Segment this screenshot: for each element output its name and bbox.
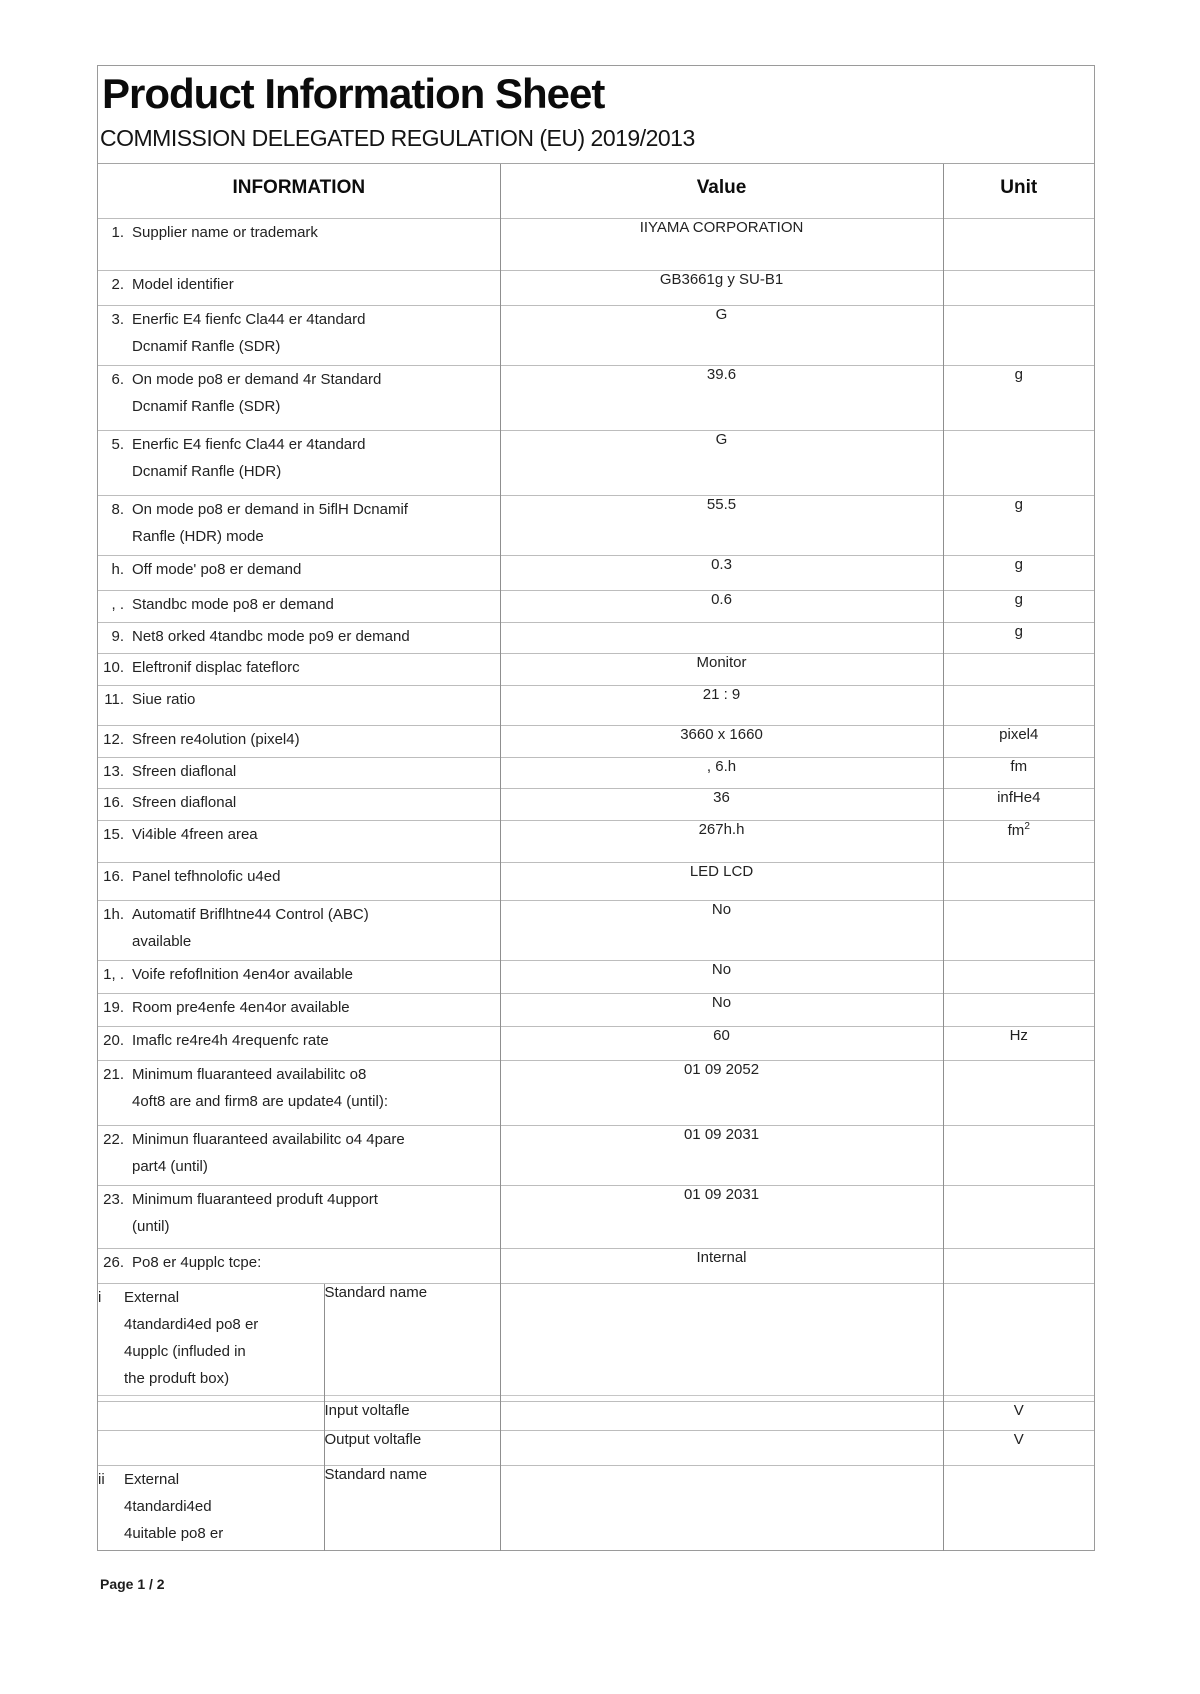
row-label: Automatif Briflhtne44 Control (ABC)	[132, 906, 369, 923]
row-label: Net8 orked 4tandbc mode po9 er demand	[132, 628, 410, 645]
table-row	[98, 994, 1094, 1027]
header-information: INFORMATION	[98, 164, 500, 219]
cell-unit	[943, 1061, 1094, 1126]
title-block	[98, 66, 1094, 163]
cell-value: No	[500, 994, 943, 1027]
row-label: Model identifier	[132, 276, 234, 293]
ps-label: External	[124, 1289, 180, 1306]
row-number: 20.	[103, 1032, 124, 1049]
table-row	[98, 789, 1094, 821]
row-label: Po8 er 4upplc tcpe:	[132, 1254, 262, 1271]
row-number: 13.	[103, 763, 124, 780]
row-label: Imaflc re4re4h 4requenfc rate	[132, 1032, 329, 1049]
row-number: 8.	[111, 501, 124, 518]
cell-value: 01 09 2031	[500, 1186, 943, 1249]
cell-value: 267h.h	[500, 821, 943, 863]
ps-sub-label: Standard name	[324, 1466, 500, 1551]
row-label: Room pre4enfe 4en4or available	[132, 999, 350, 1016]
row-number: 26.	[103, 1254, 124, 1271]
cell-value: 39.6	[500, 366, 943, 431]
cell-unit	[943, 271, 1094, 306]
cell-value	[500, 623, 943, 654]
cell-value: No	[500, 961, 943, 994]
product-information-sheet	[97, 65, 1095, 1551]
cell-value: 60	[500, 1027, 943, 1061]
ps-label-line: the produft box)	[124, 1370, 230, 1387]
cell-unit: V	[943, 1402, 1094, 1431]
cell-unit	[943, 1284, 1094, 1396]
cell-value: 36	[500, 789, 943, 821]
cell-unit: V	[943, 1431, 1094, 1466]
row-label-line2: Ranfle (HDR) mode	[132, 528, 264, 545]
power-supply-row-external-1	[98, 1284, 1094, 1396]
cell-unit	[943, 1249, 1094, 1284]
ps-label-line: 4tandardi4ed	[124, 1498, 212, 1515]
row-number: 11.	[104, 691, 124, 708]
cell-unit	[943, 1186, 1094, 1249]
table-row	[98, 1061, 1094, 1126]
cell-value: LED LCD	[500, 863, 943, 901]
table-row	[98, 496, 1094, 556]
row-number: 12.	[103, 731, 124, 748]
cell-value: No	[500, 901, 943, 961]
cell-value: Internal	[500, 1249, 943, 1284]
cell-value: GB3661g y SU-B1	[500, 271, 943, 306]
cell-unit	[943, 901, 1094, 961]
table-row	[98, 821, 1094, 863]
row-label: Minimum fluaranteed produft 4upport	[132, 1191, 378, 1208]
row-number: 5.	[111, 436, 124, 453]
table-row	[98, 366, 1094, 431]
table-row	[98, 219, 1094, 271]
cell-value: 55.5	[500, 496, 943, 556]
table-row	[98, 1249, 1094, 1284]
cell-unit	[943, 306, 1094, 366]
unit-superscript: 2	[1024, 821, 1030, 832]
cell-value: 01 09 2052	[500, 1061, 943, 1126]
row-label: On mode po8 er demand 4r Standard	[132, 371, 382, 388]
row-label-line2: Dcnamif Ranfle (SDR)	[132, 338, 281, 355]
table-row	[98, 654, 1094, 686]
header-unit: Unit	[943, 164, 1094, 219]
table-row	[98, 901, 1094, 961]
ps-marker: ii	[98, 1471, 105, 1488]
ps-marker: i	[98, 1289, 102, 1306]
row-number: , .	[111, 596, 124, 613]
cell-unit	[943, 1126, 1094, 1186]
row-number: 10.	[103, 659, 124, 676]
table-row	[98, 271, 1094, 306]
row-number: 16.	[103, 868, 124, 885]
row-number: 9.	[111, 628, 124, 645]
row-number: 23.	[103, 1191, 124, 1208]
row-label: Minimun fluaranteed availabilitc o4 4pare	[132, 1131, 405, 1148]
page-title: Product Information Sheet	[102, 70, 605, 117]
row-label: Sfreen diaflonal	[132, 794, 237, 811]
row-label-line2: part4 (until)	[132, 1158, 208, 1175]
table-row	[98, 726, 1094, 758]
row-label: Sfreen re4olution (pixel4)	[132, 731, 300, 748]
cell-unit	[943, 686, 1094, 726]
cell-value	[500, 1284, 943, 1396]
cell-value: 3660 x 1660	[500, 726, 943, 758]
cell-value: 0.6	[500, 591, 943, 623]
row-number: 16.	[103, 794, 124, 811]
row-number: 1h.	[103, 906, 124, 923]
table-row	[98, 863, 1094, 901]
row-label: On mode po8 er demand in 5iflH Dcnamif	[132, 501, 408, 518]
page-footer: Page 1 / 2	[100, 1576, 165, 1592]
cell-value: , 6.h	[500, 758, 943, 789]
row-number: 21.	[103, 1066, 124, 1083]
row-label: Eleftronif displac fateflorc	[132, 659, 300, 676]
unit-text: fm	[1007, 822, 1025, 839]
row-number: 3.	[111, 311, 124, 328]
cell-unit	[943, 961, 1094, 994]
ps-label-line: 4tandardi4ed po8 er	[124, 1316, 259, 1333]
cell-unit: g	[943, 591, 1094, 623]
cell-value	[500, 1402, 943, 1431]
row-number: 22.	[103, 1131, 124, 1148]
row-number: 2.	[111, 276, 124, 293]
row-number: 1, .	[103, 966, 124, 983]
page-subtitle: COMMISSION DELEGATED REGULATION (EU) 2019/2013	[100, 125, 695, 151]
ps-sub-label: Input voltafle	[324, 1402, 500, 1431]
row-label: Minimum fluaranteed availabilitc o8	[132, 1066, 367, 1083]
cell-unit: g	[943, 556, 1094, 591]
cell-unit	[943, 1466, 1094, 1551]
row-label: Supplier name or trademark	[132, 224, 318, 241]
table-row	[98, 961, 1094, 994]
cell-unit: g	[943, 366, 1094, 431]
row-label: Enerfic E4 fienfc Cla44 er 4tandard	[132, 311, 366, 328]
cell-unit: g	[943, 623, 1094, 654]
header-row	[98, 164, 1094, 219]
cell-unit	[943, 821, 1094, 863]
table-row	[98, 758, 1094, 789]
row-label: Standbc mode po8 er demand	[132, 596, 334, 613]
cell-value: 01 09 2031	[500, 1126, 943, 1186]
header-value: Value	[500, 164, 943, 219]
power-supply-row-output-voltage	[98, 1431, 1094, 1466]
row-label-line2: Dcnamif Ranfle (SDR)	[132, 398, 281, 415]
cell-value	[500, 1466, 943, 1551]
cell-unit	[943, 431, 1094, 496]
row-label: Siue ratio	[132, 691, 196, 708]
row-label: Voife refoflnition 4en4or available	[132, 966, 353, 983]
table-row	[98, 591, 1094, 623]
cell-value: Monitor	[500, 654, 943, 686]
row-number: 15.	[103, 826, 124, 843]
ps-sub-label: Standard name	[324, 1284, 500, 1396]
table-row	[98, 556, 1094, 591]
ps-label: External	[124, 1471, 180, 1488]
row-number: h.	[111, 561, 124, 578]
cell-unit	[943, 219, 1094, 271]
cell-unit	[943, 863, 1094, 901]
cell-unit	[943, 654, 1094, 686]
ps-sub-label: Output voltafle	[324, 1431, 500, 1466]
table-row	[98, 623, 1094, 654]
cell-unit: infHe4	[943, 789, 1094, 821]
row-label-line2: Dcnamif Ranfle (HDR)	[132, 463, 282, 480]
row-number: 6.	[111, 371, 124, 388]
table-row	[98, 1186, 1094, 1249]
row-number: 19.	[103, 999, 124, 1016]
row-label-line2: available	[132, 933, 192, 950]
power-supply-row-input-voltage	[98, 1402, 1094, 1431]
ps-label-line: 4uitable po8 er	[124, 1525, 224, 1542]
row-label: Panel tefhnolofic u4ed	[132, 868, 281, 885]
table-row	[98, 1027, 1094, 1061]
cell-value	[500, 1431, 943, 1466]
table-row	[98, 431, 1094, 496]
row-label: Off mode' po8 er demand	[132, 561, 302, 578]
row-number: 1.	[111, 224, 124, 241]
row-label: Vi4ible 4freen area	[132, 826, 258, 843]
cell-value: IIYAMA CORPORATION	[500, 219, 943, 271]
ps-label-line: 4upplc (influded in	[124, 1343, 246, 1360]
cell-unit: pixel4	[943, 726, 1094, 758]
cell-value: G	[500, 431, 943, 496]
cell-unit	[943, 994, 1094, 1027]
cell-value: G	[500, 306, 943, 366]
table-row	[98, 686, 1094, 726]
cell-unit: g	[943, 496, 1094, 556]
info-table	[98, 163, 1094, 1551]
table-row	[98, 306, 1094, 366]
cell-unit: Hz	[943, 1027, 1094, 1061]
power-supply-row-external-2	[98, 1466, 1094, 1551]
cell-value: 21 : 9	[500, 686, 943, 726]
row-label: Enerfic E4 fienfc Cla44 er 4tandard	[132, 436, 366, 453]
cell-unit: fm	[943, 758, 1094, 789]
cell-value: 0.3	[500, 556, 943, 591]
row-label: Sfreen diaflonal	[132, 763, 237, 780]
table-row	[98, 1126, 1094, 1186]
row-label-line2: (until)	[132, 1218, 170, 1235]
row-label-line2: 4oft8 are and firm8 are update4 (until):	[132, 1093, 388, 1110]
